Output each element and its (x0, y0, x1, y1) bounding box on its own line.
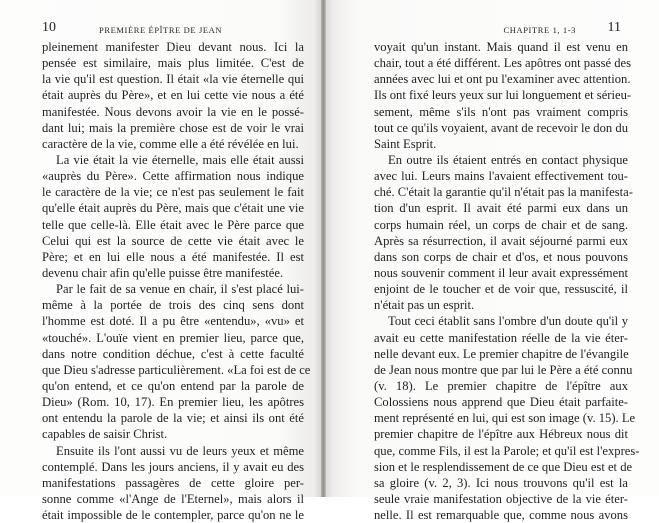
text-line: n'était pas un esprit. (374, 298, 475, 313)
text-line: était auprès du Père», et en lui cette vie nous a été (42, 88, 304, 103)
text-line: pensée est similaire, mais plus limitée. C'est de (42, 56, 304, 71)
left-page-body (42, 39, 311, 523)
text-line: Ils ont fixé leurs yeux sur lui longuement et sérieu- (374, 88, 632, 103)
book-gutter (321, 0, 326, 497)
text-line: ment représenté en lui, qui est son image (v. 15). Le (374, 411, 636, 426)
left-page (0, 0, 324, 523)
text-line: chair, tout a été différent. Les apôtres ont passé des (374, 56, 631, 71)
text-line: avait eu cette manifestation réelle de la vie éter- (374, 330, 628, 345)
text-line: qu'on entend, et ce qu'on entend par la parole de (42, 378, 304, 393)
text-line: tion d'un esprit. Il avait été parmi eux dans un (374, 201, 628, 216)
text-line: Tout ceci établit sans l'ombre d'un doute qu'il y (388, 314, 628, 329)
text-line: sonne comme «l'Ange de l'Eternel», mais alors il (42, 491, 304, 506)
text-line: nelle devant eux. Le premier chapitre de l'évangile (374, 346, 629, 361)
text-line: En outre ils étaient entrés en contact physique (388, 152, 628, 167)
text-line: nelle. Il est remarquable que, comme nous avons (374, 508, 628, 523)
text-line: ché. C'était la garantie qu'il n'était pas la manifesta- (374, 185, 633, 200)
text-line: sion et le resplendissement de ce que Dieu est et de (374, 459, 633, 474)
text-line: nous souvenir comment il leur avait expressément (374, 265, 628, 280)
text-line: ont entendu la parole de la vie; et ainsi ils ont été (42, 411, 304, 426)
text-line: Dieu» (Rom. 10, 17). En premier lieu, les apôtres (42, 395, 304, 410)
text-line: Celui qui est la source de cette vie était avec le (42, 233, 304, 248)
text-line: (v. 18). Le premier chapitre de l'épître aux (374, 378, 628, 393)
text-line: dans notre condition déchue, c'est à cette faculté (42, 346, 304, 361)
right-page-number: 11 (607, 20, 621, 35)
text-line: années avec lui et ont pu l'examiner avec attention. (374, 72, 631, 87)
text-line: même à la portée de trois des cinq sens dont (42, 298, 304, 313)
text-line: enjoint de le toucher et de voir que, ressuscité, il (374, 282, 628, 297)
text-line: avec lui. Leurs mains l'avaient effectivement tou- (374, 169, 628, 184)
text-line: Colossiens nous apprend que Dieu était parfaite- (374, 395, 628, 410)
text-line: dans son corps de chair et d'os, et nous pouvons (374, 249, 628, 264)
text-line: sa gloire (v. 2, 3). Ici nous trouvons qu'il est la (374, 475, 628, 490)
text-line: sement, même s'ils n'ont pas vraiment compris (374, 104, 628, 119)
text-line: telle que celle-là. Elle était avec le Père parce que (42, 217, 304, 232)
text-line: qu'elle était auprès du Père, mais que c'était une vie (42, 201, 304, 216)
text-line: caractère de la vie, comme elle a été révélée en lui. (42, 136, 299, 151)
text-line: La vie était la vie éternelle, mais elle était aussi (56, 152, 304, 167)
text-line: de Jean nous montre que par lui le Père a été connu (374, 362, 633, 377)
left-page-number: 10 (42, 20, 56, 35)
text-line: pleinement manifester Dieu devant nous. Ici la (42, 40, 304, 54)
text-line: premier chapitre de l'épître aux Hébreux nous dit (374, 427, 628, 442)
text-line: Père; et en lui elle nous a été manifestée. Il est (42, 249, 304, 264)
text-line: manifestations passagères de cette gloire per- (42, 475, 304, 490)
text-line: corps humain réel, un corps de chair et de sang. (374, 217, 628, 232)
text-line: que Dieu s'adresse particulièrement. «La foi est de ce (42, 362, 311, 377)
text-line: manifestée. Nous devons avoir la vie en le possé- (42, 104, 304, 119)
text-line: dant lui; mais la première chose est de voir le vrai (42, 120, 304, 135)
text-line: seule vraie manifestation objective de la vie éter- (374, 491, 628, 506)
text-line: l'homme est doté. Il a pu être «entendu», «vu» et (42, 314, 304, 329)
left-running-title: PREMIÈRE ÉPÎTRE DE JEAN (99, 25, 223, 35)
text-line: Par le fait de sa venue en chair, il s'est placé lui- (56, 282, 304, 297)
text-line: capables de saisir Christ. (42, 427, 168, 442)
text-line: le caractère de la vie; ce n'est pas seulement le fait (42, 185, 304, 200)
text-line: voyait qu'un instant. Mais quand il est venu en (374, 40, 628, 54)
right-page (324, 0, 659, 523)
text-line: était impossible de le contempler, parce qu'on ne le (42, 508, 304, 523)
text-line: devenu chair afin qu'elle puisse être manifestée. (42, 265, 284, 280)
text-line: Saint Esprit. (374, 136, 437, 151)
right-running-title: CHAPITRE 1, 1-3 (503, 25, 576, 35)
text-line: Ensuite ils l'ont aussi vu de leurs yeux et même (56, 443, 304, 458)
text-line: «auprès du Père». Cette affirmation nous indique (42, 169, 304, 184)
text-line: contemplé. Dans les jours anciens, il y avait eu des (42, 459, 304, 474)
text-line: tout ce qu'ils voyaient, avant de recevoir le don du (374, 120, 628, 135)
right-page-body (374, 39, 640, 523)
text-line: la vie qu'il est question. Il était «la vie éternelle qui (42, 72, 304, 87)
text-line: Après sa résurrection, il avait séjourné parmi eux (374, 233, 628, 248)
text-line: «touché». L'ouïe vient en premier lieu, parce que, (42, 330, 304, 345)
text-line: que, comme Fils, il est la Parole; et qu'il est l'expres- (374, 443, 640, 458)
